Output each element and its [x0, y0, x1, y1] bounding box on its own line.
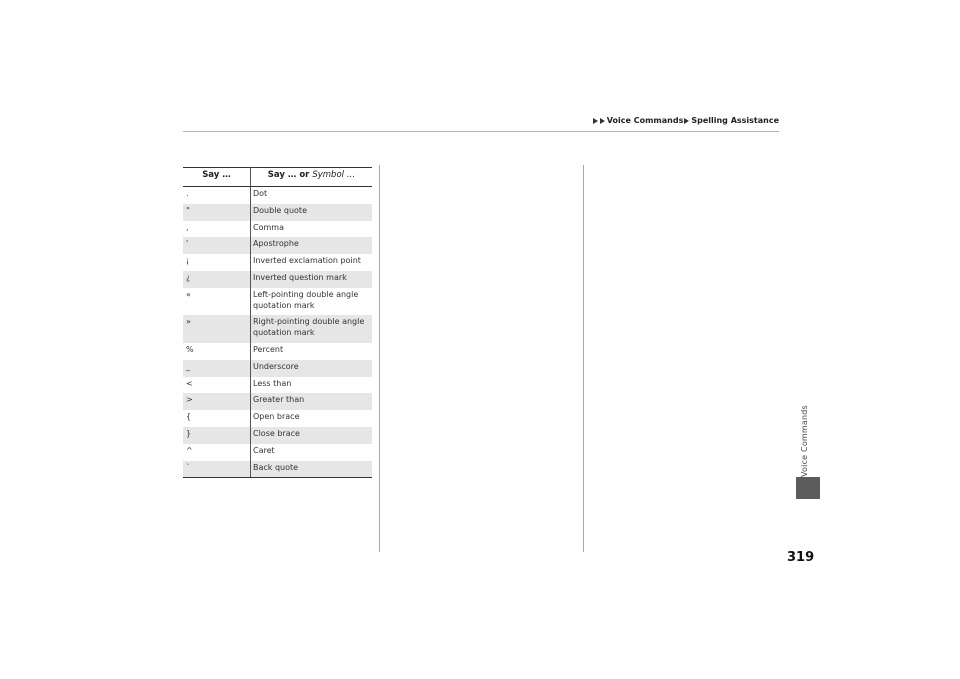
breadcrumb: [593, 116, 779, 125]
symbol-name-cell: Dot: [253, 189, 268, 198]
table-row: [183, 254, 372, 271]
header-say: Say …: [183, 168, 251, 187]
symbol-name-cell: Right-pointing double angle quotation mark: [251, 315, 373, 343]
breadcrumb-item-voice-commands[interactable]: Voice Commands: [606, 116, 684, 125]
header-rule: [183, 131, 779, 132]
header-say-or-prefix: Say … or: [267, 170, 310, 180]
symbol-cell: .: [183, 187, 251, 204]
symbol-name-cell: Apostrophe: [251, 237, 373, 254]
side-tab-label: Voice Commands: [800, 405, 809, 477]
symbol-name-cell: Greater than: [251, 393, 373, 410]
table-row: [183, 343, 372, 360]
symbol-name-cell: Inverted question mark: [251, 271, 373, 288]
table-header-row: [183, 168, 372, 187]
table-row: [183, 221, 372, 238]
triangle-right-icon: [684, 118, 689, 124]
symbol-name-cell: Open brace: [253, 412, 300, 422]
table-row: [183, 237, 372, 254]
symbol-name-cell: Close brace: [251, 427, 373, 444]
table-row: [183, 393, 372, 410]
symbol-name-cell: Comma: [253, 222, 284, 232]
table-row: [183, 187, 372, 204]
triangle-right-icon: [593, 118, 598, 124]
header-say-or-symbol: [251, 168, 373, 187]
table-row: [183, 410, 372, 427]
symbol-name-cell: Less than: [253, 378, 292, 388]
table-row: [183, 360, 372, 377]
table-row: [183, 271, 372, 288]
symbol-name-cell: Percent: [253, 344, 284, 354]
page-number: 319: [787, 550, 815, 565]
symbol-cell: »: [183, 315, 251, 343]
symbol-name-cell: Caret: [253, 445, 275, 455]
table-row: [183, 315, 372, 343]
symbol-name-cell: Underscore: [251, 360, 373, 377]
triangle-right-icon: [600, 118, 605, 124]
symbol-name-cell: Inverted exclamation point: [253, 256, 361, 266]
symbol-cell: {: [183, 410, 251, 427]
symbol-cell: ¿: [183, 271, 251, 288]
symbol-cell: ^: [183, 444, 251, 461]
table-row: [183, 427, 372, 444]
header-symbol: Symbol …: [312, 170, 356, 180]
table-row: [183, 377, 372, 394]
symbol-cell: ": [183, 204, 251, 221]
symbol-cell: >: [183, 393, 251, 410]
symbol-cell: %: [183, 343, 251, 360]
symbol-name-cell: Left-pointing double angle quotation mark: [253, 289, 359, 310]
symbol-name-cell: Back quote: [251, 461, 373, 478]
table-row: [183, 444, 372, 461]
table-row: [183, 204, 372, 221]
symbol-cell: ,: [183, 221, 251, 238]
symbol-name-cell: Double quote: [251, 204, 373, 221]
symbol-cell: ': [183, 237, 251, 254]
symbol-cell: ¡: [183, 254, 251, 271]
breadcrumb-item-spelling-assistance[interactable]: Spelling Assistance: [691, 116, 779, 125]
column-divider: [583, 165, 584, 552]
symbol-table: [183, 167, 372, 478]
table-row: [183, 461, 372, 478]
symbol-cell: `: [183, 461, 251, 478]
symbol-cell: }: [183, 427, 251, 444]
symbol-cell: «: [183, 288, 251, 316]
symbol-cell: <: [183, 377, 251, 394]
symbol-cell: _: [183, 360, 251, 377]
side-tab-marker: [796, 477, 820, 499]
column-divider: [379, 165, 380, 552]
table-row: [183, 288, 372, 316]
